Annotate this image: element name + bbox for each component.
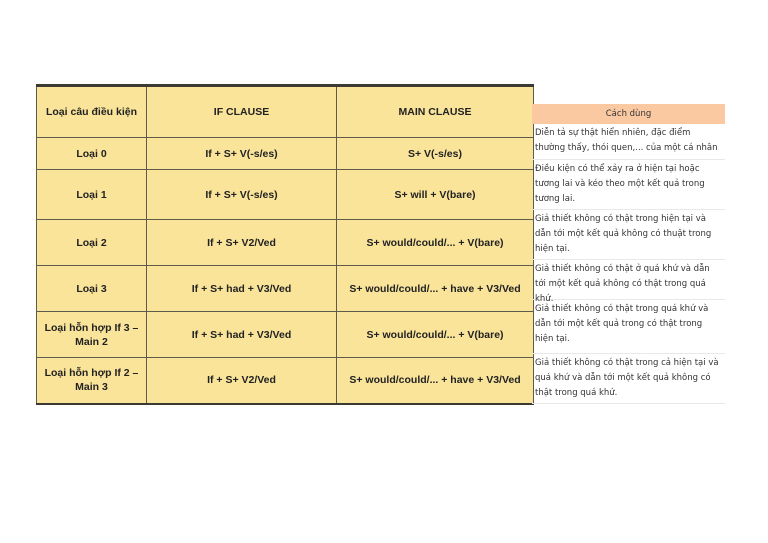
row-if-clause: If + S+ V(-s/es) xyxy=(147,170,337,220)
usage-item: Giả thiết không có thật trong quá khứ và dẫn tới một kết quả trong có thật trong hiện tại. xyxy=(532,300,725,354)
header-type: Loại câu điều kiện xyxy=(37,86,147,138)
header-if-clause: IF CLAUSE xyxy=(147,86,337,138)
row-type: Loại hỗn hợp If 2 – Main 3 xyxy=(37,358,147,404)
row-if-clause: If + S+ had + V3/Ved xyxy=(147,266,337,312)
row-main-clause: S+ would/could/... + have + V3/Ved xyxy=(337,358,534,404)
usage-item: Diễn tả sự thật hiển nhiên, đặc điểm thường thấy, thói quen,... của một cá nhân xyxy=(532,124,725,160)
row-type: Loại 0 xyxy=(37,138,147,170)
table-header-row xyxy=(37,86,534,138)
table-row xyxy=(37,170,534,220)
usage-item: Điều kiện có thể xảy ra ở hiện tại hoặc tương lai và kéo theo một kết quả trong tương lai. xyxy=(532,160,725,210)
table-row xyxy=(37,358,534,404)
row-main-clause: S+ would/could/... + V(bare) xyxy=(337,312,534,358)
row-if-clause: If + S+ had + V3/Ved xyxy=(147,312,337,358)
row-type: Loại 3 xyxy=(37,266,147,312)
table-row xyxy=(37,312,534,358)
row-if-clause: If + S+ V(-s/es) xyxy=(147,138,337,170)
row-type: Loại hỗn hợp If 3 – Main 2 xyxy=(37,312,147,358)
usage-item: Giả thiết không có thật trong hiện tại và dẫn tới một kết quả không có thuật trong hiện tại. xyxy=(532,210,725,260)
row-if-clause: If + S+ V2/Ved xyxy=(147,220,337,266)
conditional-table xyxy=(36,84,534,405)
table-row xyxy=(37,220,534,266)
usage-item: Giả thiết không có thật trong cả hiện tại và quá khứ và dẫn tới một kết quả không có thật trong quá khứ. xyxy=(532,354,725,404)
header-main-clause: MAIN CLAUSE xyxy=(337,86,534,138)
usage-panel xyxy=(532,104,725,404)
usage-item: Giả thiết không có thật ở quá khứ và dẫn tới một kết quả không có thật trong quá khứ. xyxy=(532,260,725,300)
table-row xyxy=(37,266,534,312)
row-if-clause: If + S+ V2/Ved xyxy=(147,358,337,404)
row-main-clause: S+ would/could/... + V(bare) xyxy=(337,220,534,266)
row-main-clause: S+ would/could/... + have + V3/Ved xyxy=(337,266,534,312)
row-main-clause: S+ V(-s/es) xyxy=(337,138,534,170)
row-main-clause: S+ will + V(bare) xyxy=(337,170,534,220)
row-type: Loại 1 xyxy=(37,170,147,220)
table-row xyxy=(37,138,534,170)
row-type: Loại 2 xyxy=(37,220,147,266)
usage-header: Cách dùng xyxy=(532,104,725,124)
